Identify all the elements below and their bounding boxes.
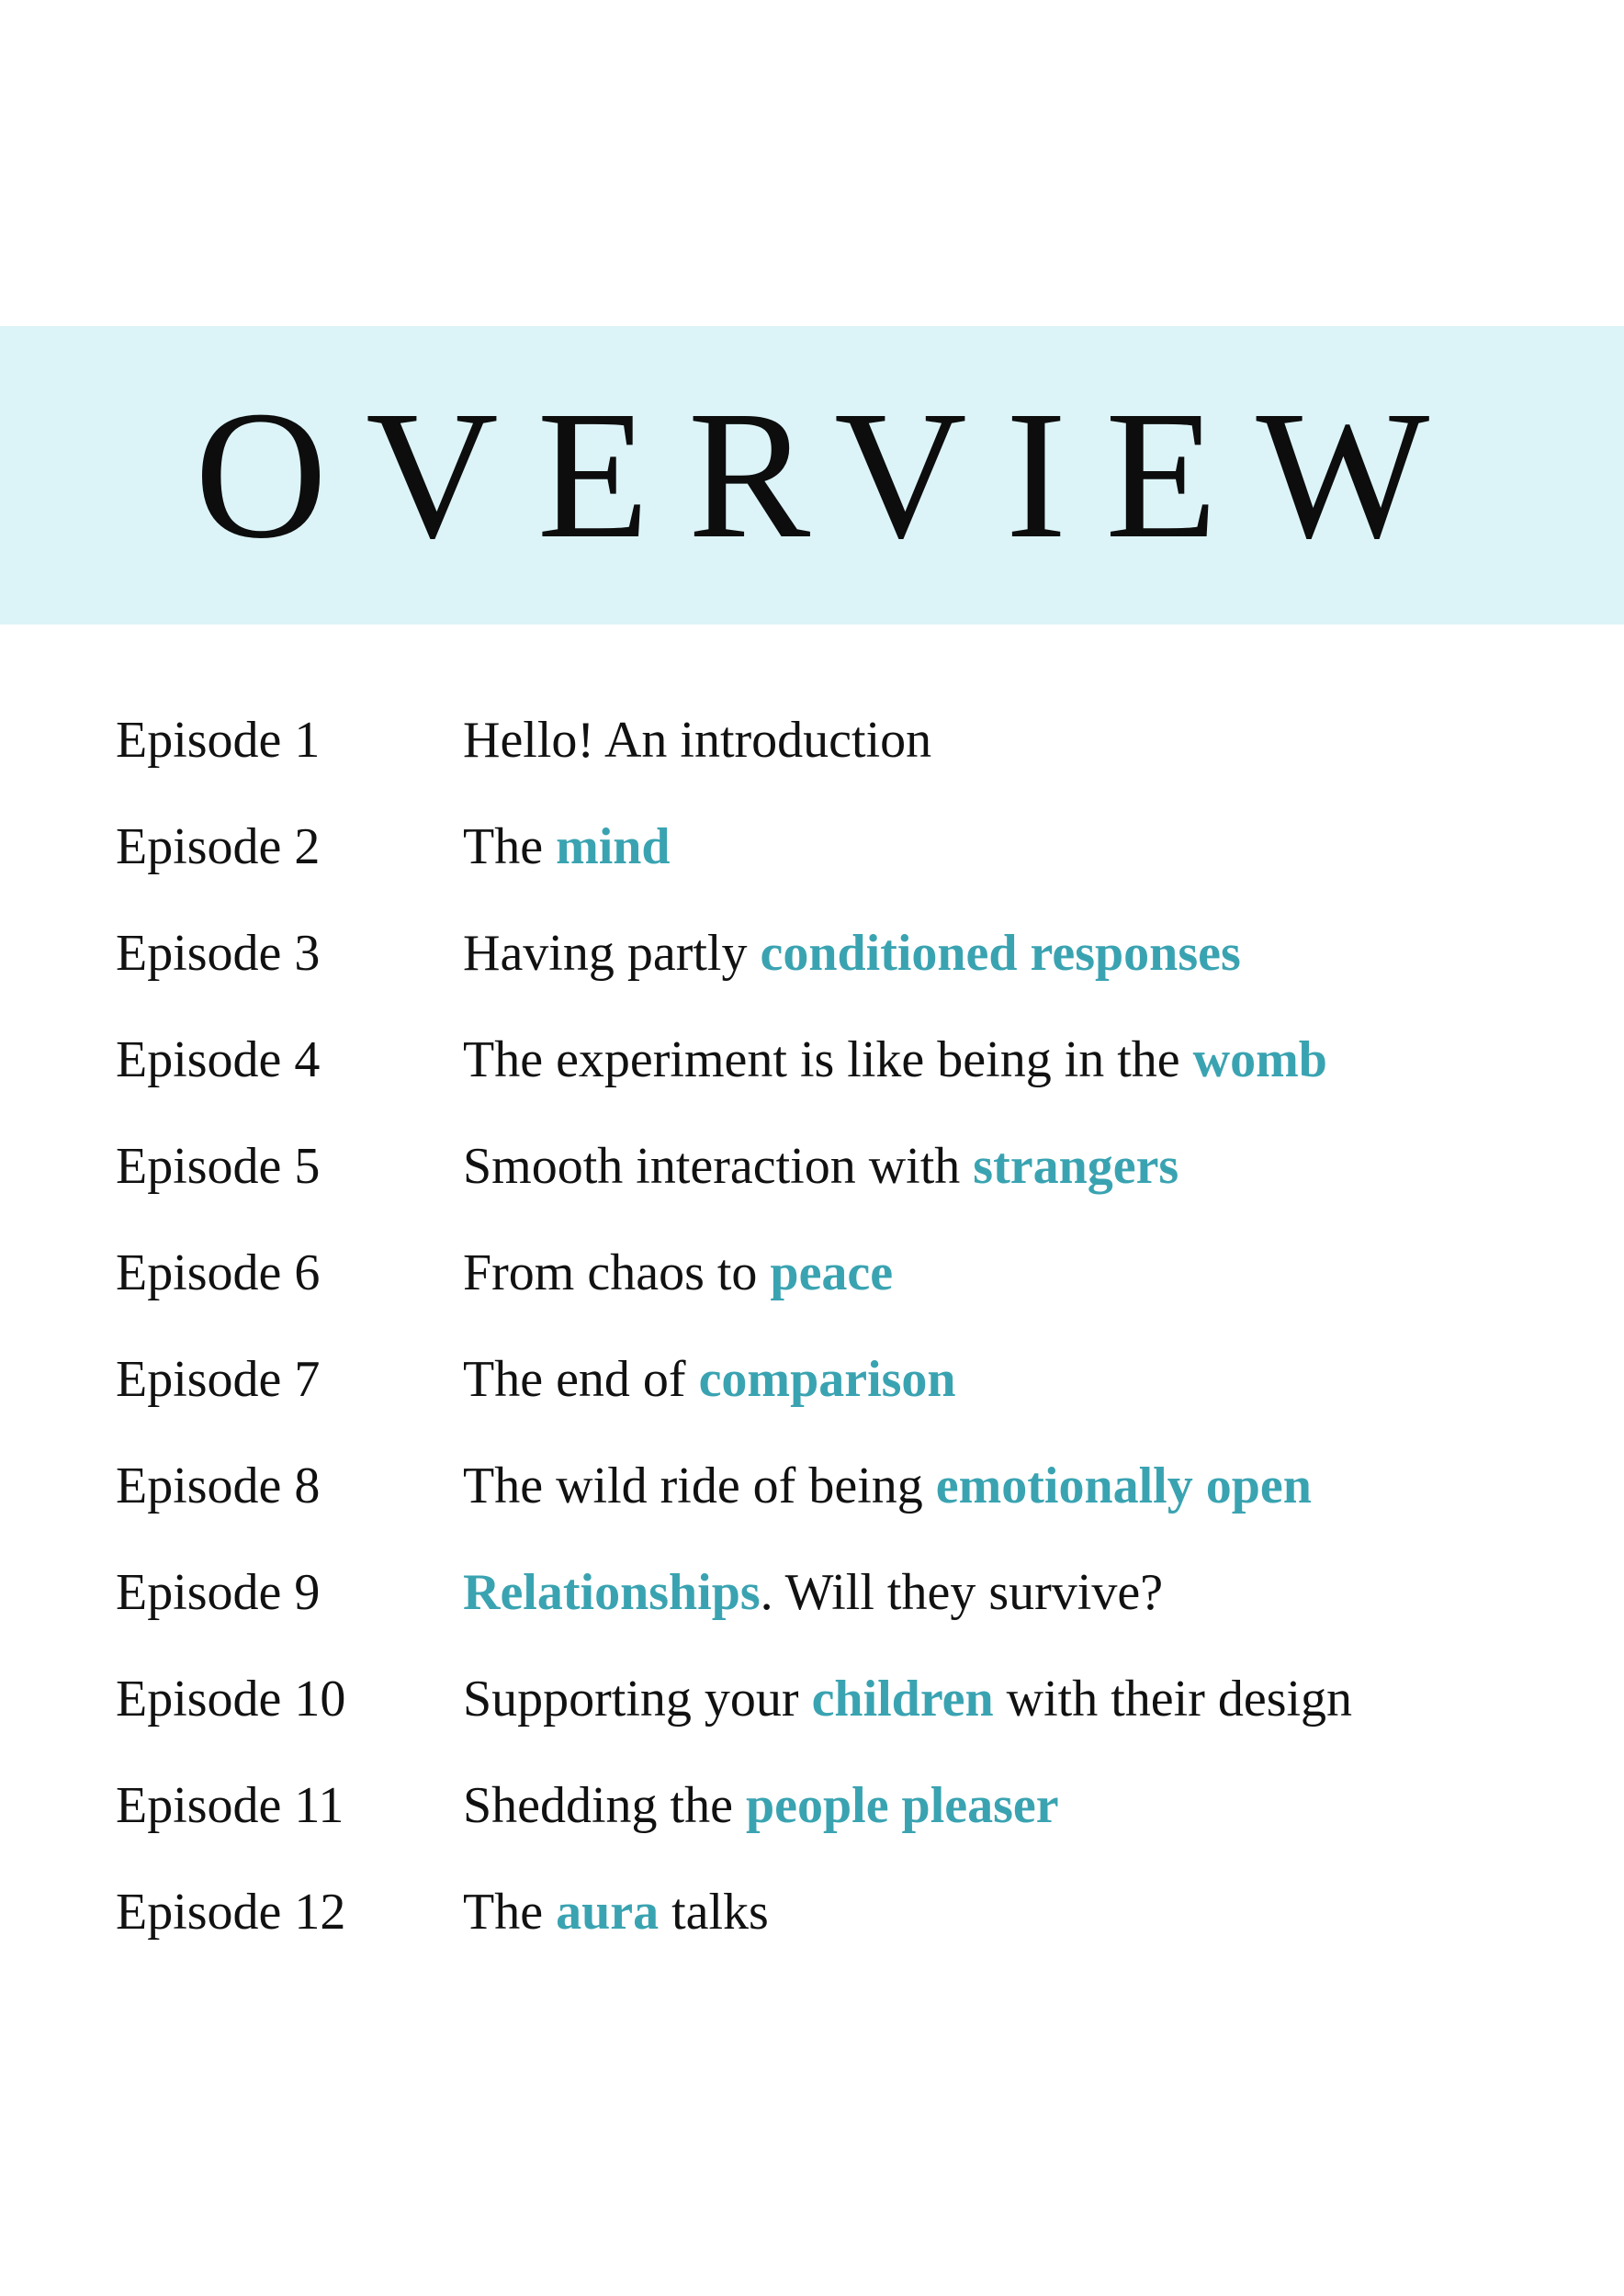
- episode-title-text: Smooth interaction with: [463, 1138, 974, 1195]
- episode-title-text: talks: [659, 1884, 769, 1941]
- episode-title-highlight: children: [811, 1671, 994, 1728]
- episode-title: [463, 1671, 1353, 1728]
- episode-title-text: Having partly: [463, 925, 761, 982]
- episode-row: [116, 1859, 1567, 1965]
- episode-title-text: Shedding the: [463, 1777, 746, 1834]
- episode-title-highlight: mind: [556, 818, 671, 875]
- episode-title: [463, 925, 1241, 982]
- episode-row: [116, 1326, 1567, 1433]
- episode-row: [116, 1539, 1567, 1646]
- episode-row: [116, 793, 1567, 900]
- episode-label: Episode 2: [116, 818, 321, 875]
- episode-title: [463, 1138, 1179, 1195]
- episode-title-highlight: aura: [556, 1884, 660, 1941]
- episode-label: Episode 6: [116, 1244, 321, 1301]
- episode-title: [463, 1777, 1059, 1834]
- episode-title-text: The experiment is like being in the: [463, 1031, 1193, 1088]
- episode-title: [463, 818, 671, 875]
- episode-title-text: . Will they survive?: [760, 1564, 1164, 1621]
- episode-title-highlight: strangers: [973, 1138, 1179, 1195]
- episode-label: Episode 1: [116, 712, 321, 769]
- episode-title: [463, 1351, 956, 1408]
- episode-title-text: The end of: [463, 1351, 699, 1408]
- title-banner: [0, 326, 1624, 625]
- episode-row: [116, 1220, 1567, 1326]
- episode-row: [116, 1752, 1567, 1859]
- episode-title-highlight: Relationships: [463, 1564, 761, 1621]
- episode-label: Episode 5: [116, 1138, 321, 1195]
- episode-row: [116, 1433, 1567, 1539]
- episode-label: Episode 8: [116, 1458, 321, 1514]
- episode-title: [463, 1564, 1164, 1621]
- episode-title: [463, 712, 932, 769]
- episode-title-text: Supporting your: [463, 1671, 812, 1728]
- episode-title-text: with their design: [993, 1671, 1353, 1728]
- episode-title-text: From chaos to: [463, 1244, 771, 1301]
- episode-label: Episode 9: [116, 1564, 321, 1621]
- episode-title: [463, 1244, 894, 1301]
- episode-title-text: The: [463, 1884, 557, 1941]
- episode-title: [463, 1031, 1327, 1088]
- episode-row: [116, 900, 1567, 1007]
- episode-label: Episode 7: [116, 1351, 321, 1408]
- episode-label: Episode 11: [116, 1777, 344, 1834]
- episode-label: Episode 12: [116, 1884, 346, 1941]
- episode-row: [116, 1007, 1567, 1113]
- episode-title-highlight: peace: [770, 1244, 894, 1301]
- episode-title-text: Hello! An introduction: [463, 712, 932, 769]
- episode-row: [116, 687, 1567, 793]
- episode-row: [116, 1646, 1567, 1752]
- episode-title-text: The: [463, 818, 557, 875]
- episode-title-highlight: womb: [1192, 1031, 1327, 1088]
- episode-title: [463, 1460, 1312, 1512]
- episode-title-highlight: people pleaser: [745, 1777, 1059, 1834]
- episode-title-highlight: comparison: [698, 1351, 956, 1408]
- episode-title-text: The wild ride of being: [463, 1458, 936, 1514]
- episode-label: Episode 10: [116, 1671, 346, 1728]
- episode-label: Episode 3: [116, 925, 321, 982]
- episode-list: [116, 687, 1567, 1965]
- episode-title-highlight: conditioned responses: [760, 925, 1241, 982]
- episode-title-highlight: emotionally open: [935, 1458, 1312, 1514]
- episode-title: [463, 1884, 769, 1941]
- page-title: OVERVIEW: [194, 373, 1469, 577]
- episode-label: Episode 4: [116, 1031, 321, 1088]
- episode-row: [116, 1113, 1567, 1220]
